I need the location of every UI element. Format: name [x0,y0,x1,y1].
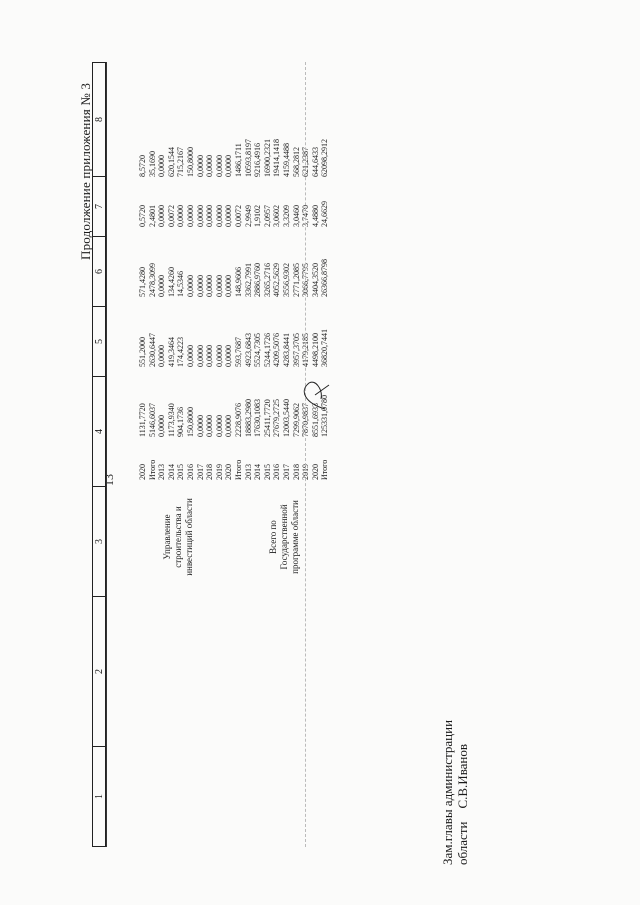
cell-c8: 35,1690 [147,151,157,177]
cell-c5: 593,7687 [233,337,243,367]
cell-c4: 0,0000 [157,415,167,437]
cell-c6: 14,5346 [176,271,186,297]
cell-c6: 3362,7991 [243,263,253,297]
cell-year: 2019 [214,464,224,480]
cell-c5: 0,0000 [214,345,224,367]
cell-c6: 3404,3520 [310,263,320,297]
cell-c4: 17630,1083 [253,399,263,437]
cell-year: Итого [320,459,330,480]
cell-c4: 25411,7720 [262,399,272,437]
cell-c7: 0,0000 [214,205,224,227]
col-num-4: 4 [92,377,106,487]
signature-position: Зам.главы администрации [440,719,455,865]
cell-c4: 7299,9062 [291,403,301,437]
cell-c6: 3556,9302 [281,263,291,297]
cell-c7: 2,9949 [243,205,253,227]
cell-c8: 62098,2912 [320,139,330,177]
section-number: 13 [102,474,116,486]
cell-c8: 150,8000 [185,147,195,177]
cell-c4: 1131,7720 [138,403,147,437]
cell-c4: 5146,6037 [147,403,157,437]
cell-c5: 0,0000 [185,345,195,367]
cell-c6: 0,0000 [185,275,195,297]
cell-year: 2015 [176,464,186,480]
cell-c5: 4283,8441 [281,333,291,367]
cell-c5: 4179,2185 [301,333,311,367]
signature-block [440,720,470,865]
cell-c7: 24,6629 [320,201,330,227]
cell-c4: 2228,9076 [233,403,243,437]
cell-c4: 18883,2980 [243,399,253,437]
col-num-2: 2 [92,597,106,747]
cell-c6: 571,4280 [138,267,147,297]
cell-c8: 19414,1418 [272,139,282,177]
cell-c5: 4498,2100 [310,333,320,367]
cell-c4: 0,0000 [224,415,234,437]
cell-year: 2014 [166,464,176,480]
cell-c8: 10593,8197 [243,139,253,177]
cell-c6: 4052,5629 [272,263,282,297]
cell-c8: 9216,4916 [253,143,263,177]
cell-c8: 0,0000 [205,155,215,177]
cell-c7: 0,0072 [166,205,176,227]
cell-c5: 551,2000 [138,337,147,367]
cell-c5: 2630,6447 [147,333,157,367]
cell-c5: 5244,1726 [262,333,272,367]
cell-c5: 419,3464 [166,337,176,367]
cell-year: 2016 [272,464,282,480]
cell-c5: 0,0000 [224,345,234,367]
cell-c7: 0,0000 [157,205,167,227]
column-6-values [138,237,330,297]
cell-c8: 16900,2321 [262,139,272,177]
cell-year: 2017 [195,464,205,480]
cell-c6: 0,0000 [157,275,167,297]
cell-c8: 0,0000 [214,155,224,177]
cell-c4: 0,0000 [205,415,215,437]
cell-c7: 4,4880 [310,205,320,227]
cell-c8: 1486,1711 [233,143,243,177]
cell-c6: 26366,8798 [320,259,330,297]
cell-c4: 27679,2725 [272,399,282,437]
cell-c6: 3066,7795 [301,263,311,297]
cell-year: 2020 [224,464,234,480]
cell-c5: 174,4223 [176,337,186,367]
handwritten-signature-mark [295,373,335,413]
bottom-rule [305,62,306,847]
cell-c7: 0,5720 [138,205,147,227]
cell-c5: 0,0000 [157,345,167,367]
cell-c7: 0,0072 [233,205,243,227]
cell-year: Итого [233,459,243,480]
cell-c5: 3957,3705 [291,333,301,367]
cell-c6: 2478,3099 [147,263,157,297]
cell-c8: 620,1544 [166,147,176,177]
cell-c8: 621,2387 [301,147,311,177]
block-name-total: Всего по Государственной программе области [268,500,300,574]
column-7-values [138,187,330,227]
cell-c8: 0,0000 [157,155,167,177]
appendix-header: Продолжение приложения № 3 [78,82,93,260]
cell-c8: 8,5720 [138,155,147,177]
cell-c6: 0,0000 [205,275,215,297]
cell-c4: 8551,6933 [310,403,320,437]
cell-c7: 0,0000 [205,205,215,227]
cell-c4: 904,1736 [176,407,186,437]
cell-c5: 4923,6843 [243,333,253,367]
cell-c6: 134,4260 [166,267,176,297]
cell-c4: 0,0000 [195,415,205,437]
cell-c7: 2,4801 [147,205,157,227]
cell-c5: 0,0000 [195,345,205,367]
cell-year: 2020 [310,464,320,480]
cell-year: 2014 [253,464,263,480]
cell-c6: 0,0000 [214,275,224,297]
cell-year: 2019 [301,464,311,480]
column-5-values [138,307,330,367]
cell-c7: 3,7470 [301,205,311,227]
cell-year: 2020 [138,464,147,480]
cell-c7: 3,3209 [281,205,291,227]
cell-c7: 1,9102 [253,205,263,227]
signature-region: области С.В.Иванов [455,743,470,865]
cell-c7: 0,0000 [224,205,234,227]
cell-c7: 0,0000 [185,205,195,227]
cell-c4: 7870,9837 [301,403,311,437]
cell-c6: 3265,2716 [262,263,272,297]
cell-c7: 3,0602 [272,205,282,227]
cell-c8: 0,0000 [195,155,205,177]
cell-c7: 0,0000 [195,205,205,227]
signature-name: С.В.Иванов [455,743,470,809]
col-num-6: 6 [92,237,106,307]
col-num-3: 3 [92,487,106,597]
cell-c5: 5524,7305 [253,333,263,367]
cell-c8: 568,2812 [291,147,301,177]
cell-c7: 3,0460 [291,205,301,227]
cell-c6: 148,9606 [233,267,243,297]
cell-c4: 0,0000 [214,415,224,437]
cell-c4: 150,8000 [185,407,195,437]
cell-year: 2018 [205,464,215,480]
cell-c5: 4209,5076 [272,333,282,367]
cell-c8: 644,6433 [310,147,320,177]
cell-c6: 0,0000 [224,275,234,297]
cell-c7: 2,0957 [262,205,272,227]
cell-c5: 0,0000 [205,345,215,367]
cell-year: 2015 [262,464,272,480]
cell-year: 2018 [291,464,301,480]
cell-c8: 4159,4488 [281,143,291,177]
cell-c4: 125331,0780 [320,395,330,437]
cell-year: Итого [147,459,157,480]
cell-year: 2017 [281,464,291,480]
cell-c4: 12003,5440 [281,399,291,437]
cell-c7: 0,0000 [176,205,186,227]
col-num-5: 5 [92,307,106,377]
cell-c5: 36820,7441 [320,329,330,367]
cell-c8: 715,2167 [176,147,186,177]
cell-year: 2016 [185,464,195,480]
col-num-8: 8 [92,62,106,177]
cell-c6: 2771,2085 [291,263,301,297]
cell-c6: 0,0000 [195,275,205,297]
header-rule [106,62,107,847]
cell-year: 2013 [243,464,253,480]
column-8-values [138,117,330,177]
year-column [138,452,330,480]
block-name-construction: Управление строительства и инвестиций области [162,498,194,576]
cell-c4: 1173,9340 [166,403,176,437]
cell-c8: 0,0000 [224,155,234,177]
cell-c6: 2886,9760 [253,263,263,297]
cell-year: 2013 [157,464,167,480]
col-num-1: 1 [92,747,106,847]
col-num-7: 7 [92,177,106,237]
